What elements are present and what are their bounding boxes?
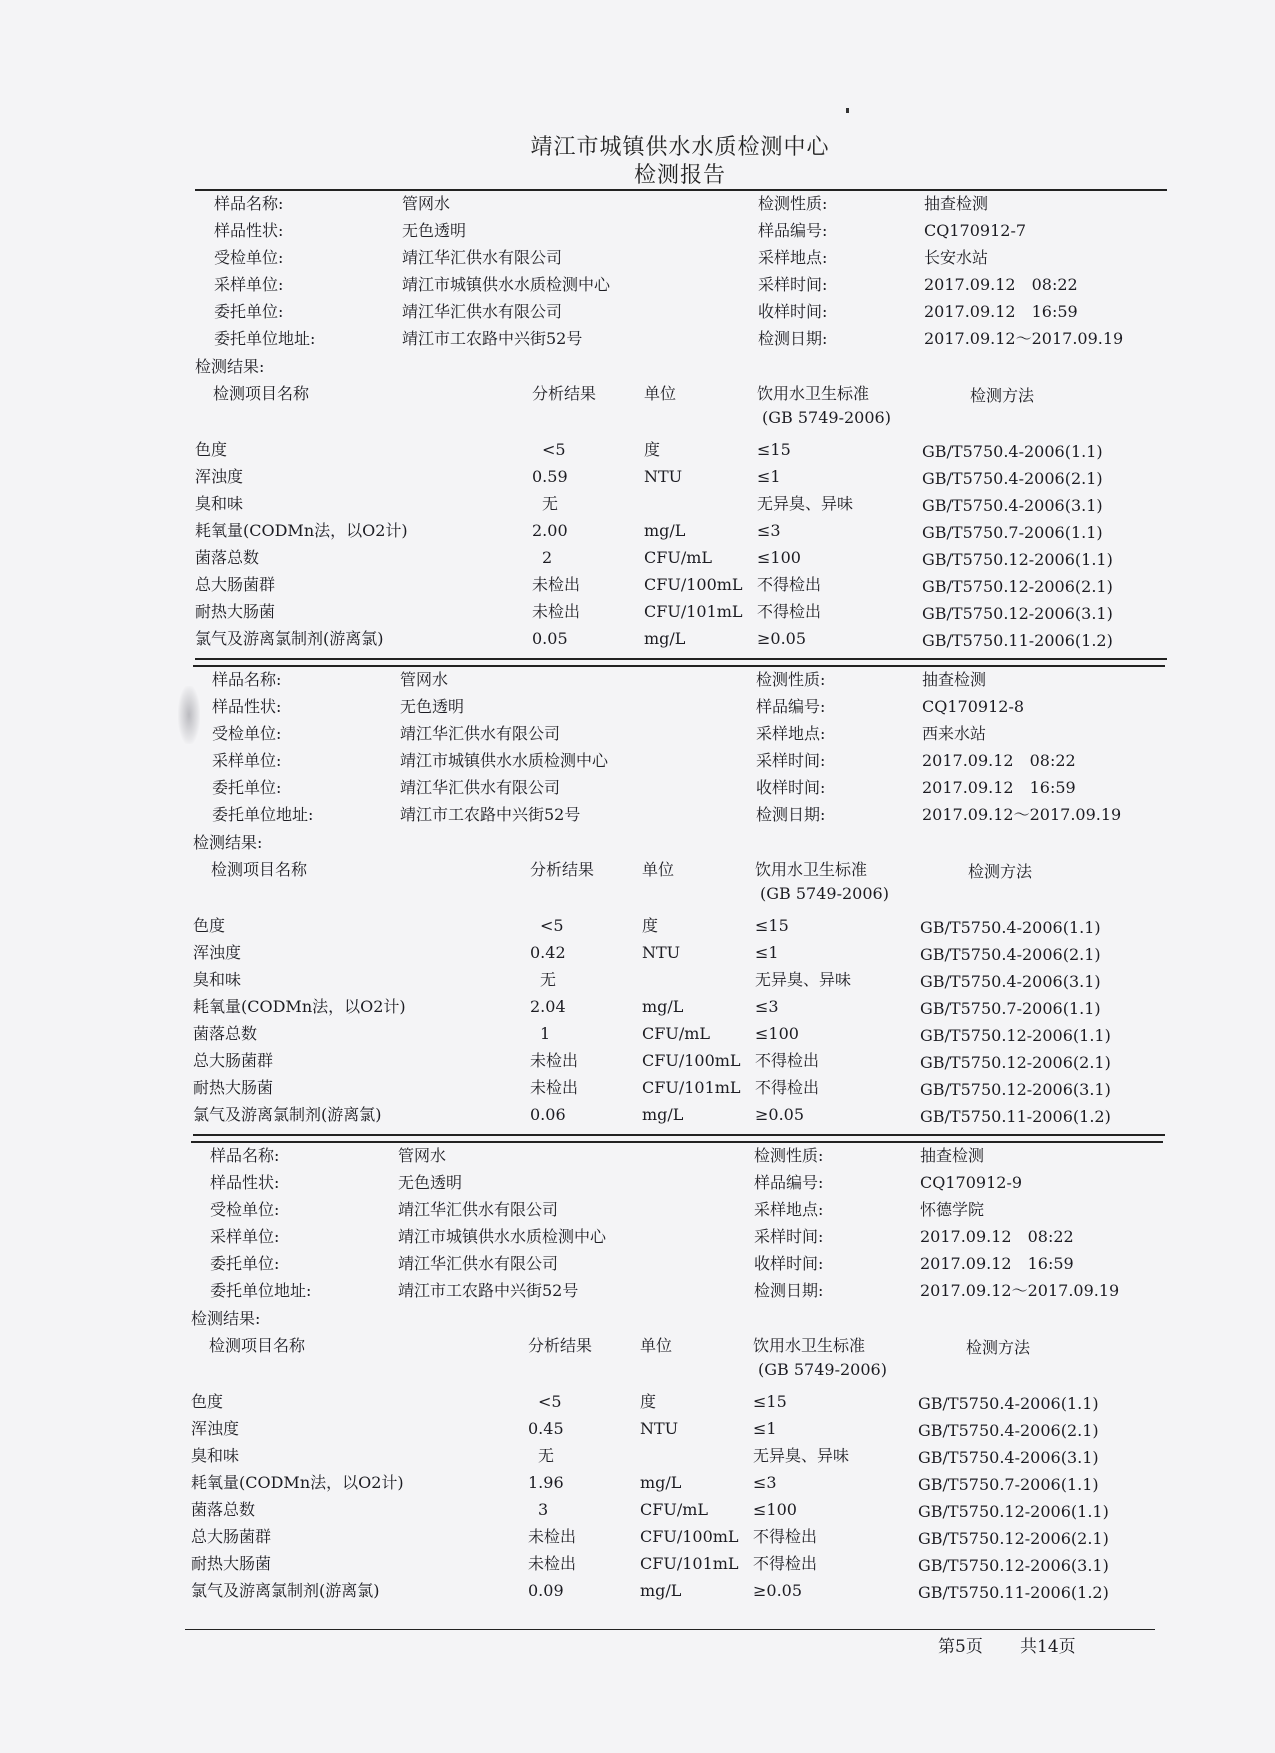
result-item-name: 菌落总数 [195,548,260,567]
field-label-sample-no: 样品编号: [754,1173,824,1192]
field-label-sample-name: 样品名称: [214,194,284,213]
result-value: 0.06 [530,1105,566,1124]
field-label-sampling-unit: 采样单位: [214,275,284,294]
result-item-name: 臭和味 [191,1446,240,1465]
field-label-sampling-time: 采样时间: [758,275,828,294]
result-unit: mg/L [642,1105,684,1124]
result-standard: 不得检出 [753,1527,818,1546]
field-label-sampling-time: 采样时间: [754,1227,824,1246]
result-unit: 度 [644,440,661,459]
result-unit: CFU/100mL [642,1051,741,1070]
col-header-unit: 单位 [640,1336,673,1355]
result-standard: ≤3 [753,1473,777,1492]
result-value: 1.96 [528,1473,564,1492]
result-value: 无 [540,970,557,989]
result-value: 1 [540,1024,551,1043]
result-method: GB/T5750.4-2006(1.1) [922,442,1103,461]
result-unit: mg/L [644,521,686,540]
result-value: 未检出 [528,1527,577,1546]
field-value-sampling-unit: 靖江市城镇供水水质检测中心 [400,751,609,770]
result-method: GB/T5750.4-2006(2.1) [918,1421,1099,1440]
field-value-inspected-unit: 靖江华汇供水有限公司 [402,248,563,267]
section-rule-top [191,1141,1163,1143]
result-method: GB/T5750.7-2006(1.1) [922,523,1103,542]
result-unit: 度 [642,916,659,935]
result-method: GB/T5750.4-2006(1.1) [920,918,1101,937]
result-item-name: 氯气及游离氯制剂(游离氯) [195,629,384,648]
result-method: GB/T5750.7-2006(1.1) [920,999,1101,1018]
field-label-test-type: 检测性质: [758,194,828,213]
col-header-unit: 单位 [644,384,677,403]
field-value-test-date: 2017.09.12～2017.09.19 [922,805,1122,824]
field-label-client-address: 委托单位地址: [210,1281,312,1300]
result-item-name: 耐热大肠菌 [195,602,276,621]
result-item-name: 氯气及游离氯制剂(游离氯) [191,1581,380,1600]
results-label: 检测结果: [195,357,265,376]
field-label-inspected-unit: 受检单位: [212,724,282,743]
result-method: GB/T5750.12-2006(3.1) [920,1080,1111,1099]
report-title: 检测报告 [633,163,726,188]
result-method: GB/T5750.4-2006(3.1) [918,1448,1099,1467]
field-value-sample-no: CQ170912-9 [920,1173,1023,1192]
result-standard: 无异臭、异味 [757,494,854,513]
section-rule-top [195,189,1167,191]
result-value: 0.09 [528,1581,564,1600]
field-label-sampling-unit: 采样单位: [212,751,282,770]
field-label-sample-name: 样品名称: [210,1146,280,1165]
result-standard: 无异臭、异味 [753,1446,850,1465]
field-value-client-address: 靖江市工农路中兴街52号 [400,805,581,824]
result-unit: NTU [642,943,681,962]
field-label-sampling-site: 采样地点: [754,1200,824,1219]
field-value-sample-state: 无色透明 [402,221,467,240]
org-title: 靖江市城镇供水水质检测中心 [530,135,830,160]
result-value: 0.42 [530,943,566,962]
field-value-sampling-unit: 靖江市城镇供水水质检测中心 [402,275,611,294]
section-rule-bottom [193,1134,1165,1136]
field-label-sampling-unit: 采样单位: [210,1227,280,1246]
col-header-result: 分析结果 [532,384,597,403]
result-value: 未检出 [528,1554,577,1573]
result-standard: ≤100 [755,1024,799,1043]
result-method: GB/T5750.4-2006(3.1) [920,972,1101,991]
field-value-sample-state: 无色透明 [398,1173,463,1192]
result-item-name: 色度 [193,916,226,935]
result-method: GB/T5750.12-2006(3.1) [918,1556,1109,1575]
result-value: 未检出 [532,602,581,621]
field-label-sampling-site: 采样地点: [758,248,828,267]
result-standard: ≤15 [753,1392,787,1411]
field-value-sample-name: 管网水 [398,1146,447,1165]
result-standard: ≤100 [753,1500,797,1519]
field-value-receipt-time: 2017.09.12 16:59 [920,1254,1074,1273]
field-value-sampling-time: 2017.09.12 08:22 [920,1227,1074,1246]
field-label-inspected-unit: 受检单位: [210,1200,280,1219]
col-header-item: 检测项目名称 [209,1336,306,1355]
result-item-name: 浑浊度 [193,943,242,962]
col-header-standard-code: (GB 5749-2006) [758,1360,887,1379]
field-label-client-unit: 委托单位: [210,1254,280,1273]
result-standard: ≤15 [757,440,791,459]
result-value: <5 [542,440,566,459]
result-value: <5 [540,916,564,935]
result-unit: CFU/100mL [644,575,743,594]
result-method: GB/T5750.4-2006(2.1) [920,945,1101,964]
field-label-sample-state: 样品性状: [212,697,282,716]
col-header-standard-code: (GB 5749-2006) [762,408,891,427]
result-standard: 不得检出 [755,1051,820,1070]
footer-rule [185,1629,1155,1630]
result-unit: CFU/101mL [644,602,743,621]
result-standard: ≤15 [755,916,789,935]
result-value: 未检出 [532,575,581,594]
result-unit: mg/L [642,997,684,1016]
result-standard: ≤1 [755,943,779,962]
result-method: GB/T5750.12-2006(1.1) [922,550,1113,569]
field-value-receipt-time: 2017.09.12 16:59 [924,302,1078,321]
result-unit: CFU/101mL [640,1554,739,1573]
col-header-item: 检测项目名称 [213,384,310,403]
results-label: 检测结果: [193,833,263,852]
result-standard: 不得检出 [757,575,822,594]
field-value-test-type: 抽查检测 [922,670,987,689]
result-standard: ≥0.05 [755,1105,805,1124]
result-unit: mg/L [640,1581,682,1600]
result-item-name: 耐热大肠菌 [193,1078,274,1097]
result-unit: CFU/101mL [642,1078,741,1097]
results-label: 检测结果: [191,1309,261,1328]
result-item-name: 氯气及游离氯制剂(游离氯) [193,1105,382,1124]
result-item-name: 浑浊度 [195,467,244,486]
result-method: GB/T5750.4-2006(1.1) [918,1394,1099,1413]
result-standard: ≥0.05 [753,1581,803,1600]
page-number: 第5页 [938,1637,983,1657]
field-value-test-date: 2017.09.12～2017.09.19 [924,329,1124,348]
result-standard: ≤1 [757,467,781,486]
result-standard: ≤100 [757,548,801,567]
result-value: 未检出 [530,1051,579,1070]
result-item-name: 色度 [195,440,228,459]
result-unit: CFU/100mL [640,1527,739,1546]
field-label-client-unit: 委托单位: [214,302,284,321]
result-method: GB/T5750.4-2006(2.1) [922,469,1103,488]
field-value-inspected-unit: 靖江华汇供水有限公司 [400,724,561,743]
result-item-name: 色度 [191,1392,224,1411]
result-method: GB/T5750.12-2006(2.1) [918,1529,1109,1548]
result-method: GB/T5750.12-2006(2.1) [922,577,1113,596]
result-value: 2.04 [530,997,566,1016]
field-value-client-unit: 靖江华汇供水有限公司 [402,302,563,321]
result-value: 2.00 [532,521,568,540]
field-value-sample-name: 管网水 [400,670,449,689]
field-value-client-address: 靖江市工农路中兴街52号 [398,1281,579,1300]
field-value-sampling-site: 西来水站 [922,724,987,743]
col-header-result: 分析结果 [530,860,595,879]
result-standard: ≤3 [757,521,781,540]
page-total: 共14页 [1020,1637,1076,1657]
field-label-sample-state: 样品性状: [210,1173,280,1192]
result-item-name: 总大肠菌群 [193,1051,274,1070]
field-value-client-address: 靖江市工农路中兴街52号 [402,329,583,348]
result-method: GB/T5750.11-2006(1.2) [920,1107,1111,1126]
field-label-test-type: 检测性质: [756,670,826,689]
result-item-name: 臭和味 [195,494,244,513]
field-value-client-unit: 靖江华汇供水有限公司 [398,1254,559,1273]
col-header-item: 检测项目名称 [211,860,308,879]
col-header-standard: 饮用水卫生标准 [757,384,870,403]
result-item-name: 总大肠菌群 [191,1527,272,1546]
field-value-inspected-unit: 靖江华汇供水有限公司 [398,1200,559,1219]
field-label-receipt-time: 收样时间: [758,302,828,321]
result-unit: mg/L [640,1473,682,1492]
field-label-sampling-site: 采样地点: [756,724,826,743]
result-unit: NTU [644,467,683,486]
field-value-test-type: 抽查检测 [920,1146,985,1165]
result-standard: ≤3 [755,997,779,1016]
result-unit: CFU/mL [644,548,713,567]
field-label-receipt-time: 收样时间: [754,1254,824,1273]
result-item-name: 总大肠菌群 [195,575,276,594]
result-item-name: 耗氧量(CODMn法，以O2计) [193,997,406,1016]
col-header-result: 分析结果 [528,1336,593,1355]
field-value-sampling-unit: 靖江市城镇供水水质检测中心 [398,1227,607,1246]
result-item-name: 耗氧量(CODMn法，以O2计) [195,521,408,540]
col-header-method: 检测方法 [968,862,1033,881]
result-value: <5 [538,1392,562,1411]
section-rule-bottom [195,658,1167,660]
result-method: GB/T5750.12-2006(2.1) [920,1053,1111,1072]
result-unit: 度 [640,1392,657,1411]
field-label-test-date: 检测日期: [754,1281,824,1300]
result-method: GB/T5750.11-2006(1.2) [918,1583,1109,1602]
result-value: 0.05 [532,629,568,648]
result-method: GB/T5750.7-2006(1.1) [918,1475,1099,1494]
col-header-unit: 单位 [642,860,675,879]
result-item-name: 耐热大肠菌 [191,1554,272,1573]
field-label-test-date: 检测日期: [758,329,828,348]
field-label-inspected-unit: 受检单位: [214,248,284,267]
field-label-test-type: 检测性质: [754,1146,824,1165]
field-value-sampling-time: 2017.09.12 08:22 [924,275,1078,294]
field-label-test-date: 检测日期: [756,805,826,824]
field-value-test-date: 2017.09.12～2017.09.19 [920,1281,1120,1300]
field-label-receipt-time: 收样时间: [756,778,826,797]
result-value: 无 [538,1446,555,1465]
col-header-method: 检测方法 [966,1338,1031,1357]
result-value: 2 [542,548,553,567]
field-label-client-address: 委托单位地址: [212,805,314,824]
result-method: GB/T5750.4-2006(3.1) [922,496,1103,515]
field-value-sample-name: 管网水 [402,194,451,213]
field-value-sample-no: CQ170912-7 [924,221,1027,240]
field-value-sampling-site: 怀德学院 [920,1200,985,1219]
field-label-sample-name: 样品名称: [212,670,282,689]
field-label-sample-state: 样品性状: [214,221,284,240]
result-value: 无 [542,494,559,513]
field-label-sampling-time: 采样时间: [756,751,826,770]
col-header-standard-code: (GB 5749-2006) [760,884,889,903]
field-value-sampling-site: 长安水站 [924,248,989,267]
col-header-standard: 饮用水卫生标准 [755,860,868,879]
result-standard: ≥0.05 [757,629,807,648]
result-item-name: 浑浊度 [191,1419,240,1438]
result-unit: CFU/mL [640,1500,709,1519]
result-standard: ≤1 [753,1419,777,1438]
scan-speck [846,108,849,113]
result-item-name: 菌落总数 [193,1024,258,1043]
field-label-client-unit: 委托单位: [212,778,282,797]
result-value: 0.45 [528,1419,564,1438]
section-rule-top [193,665,1165,667]
field-label-sample-no: 样品编号: [756,697,826,716]
field-value-sample-no: CQ170912-8 [922,697,1025,716]
field-value-sample-state: 无色透明 [400,697,465,716]
field-value-receipt-time: 2017.09.12 16:59 [922,778,1076,797]
result-item-name: 耗氧量(CODMn法，以O2计) [191,1473,404,1492]
col-header-method: 检测方法 [970,386,1035,405]
result-item-name: 菌落总数 [191,1500,256,1519]
field-label-client-address: 委托单位地址: [214,329,316,348]
field-value-client-unit: 靖江华汇供水有限公司 [400,778,561,797]
result-value: 0.59 [532,467,568,486]
result-standard: 不得检出 [753,1554,818,1573]
result-method: GB/T5750.11-2006(1.2) [922,631,1113,650]
result-unit: mg/L [644,629,686,648]
result-method: GB/T5750.12-2006(1.1) [918,1502,1109,1521]
scan-smudge [178,686,200,744]
result-standard: 不得检出 [755,1078,820,1097]
field-value-sampling-time: 2017.09.12 08:22 [922,751,1076,770]
result-unit: CFU/mL [642,1024,711,1043]
result-method: GB/T5750.12-2006(3.1) [922,604,1113,623]
result-item-name: 臭和味 [193,970,242,989]
field-value-test-type: 抽查检测 [924,194,989,213]
result-standard: 不得检出 [757,602,822,621]
result-unit: NTU [640,1419,679,1438]
result-standard: 无异臭、异味 [755,970,852,989]
result-method: GB/T5750.12-2006(1.1) [920,1026,1111,1045]
result-value: 未检出 [530,1078,579,1097]
col-header-standard: 饮用水卫生标准 [753,1336,866,1355]
result-value: 3 [538,1500,549,1519]
field-label-sample-no: 样品编号: [758,221,828,240]
